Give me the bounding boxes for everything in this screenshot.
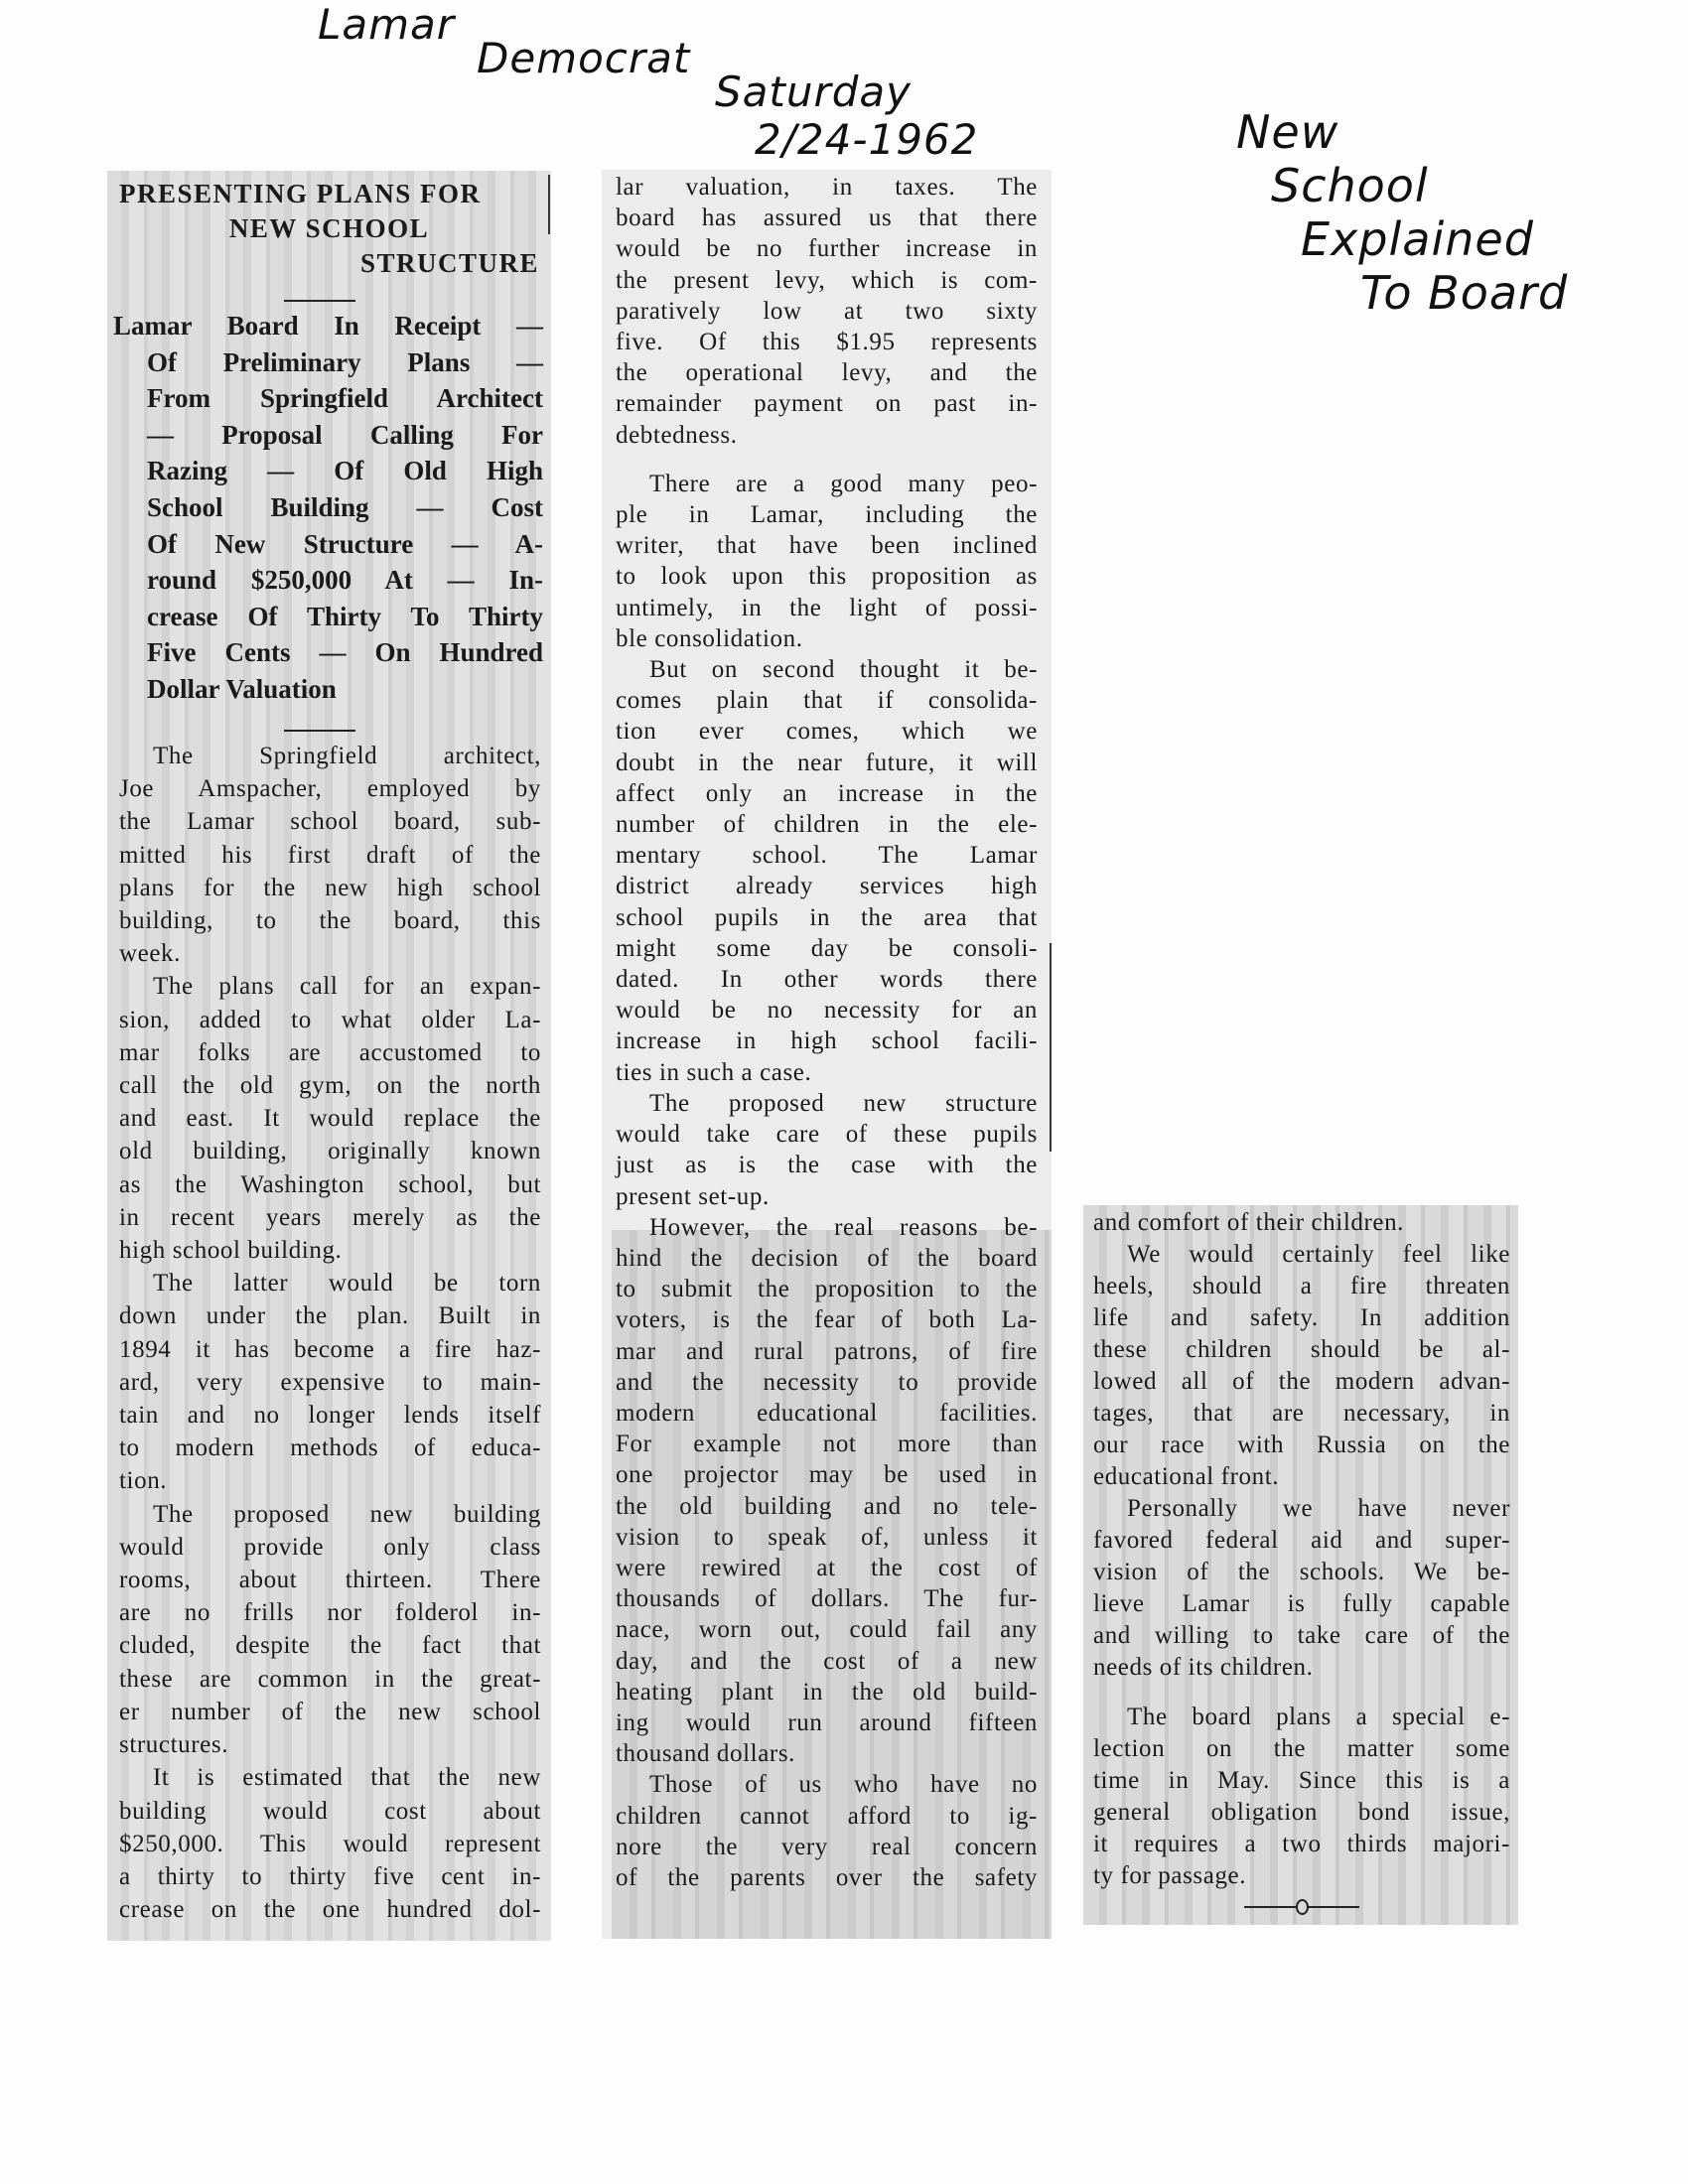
text-line: these are common in the great- [119,1665,541,1693]
text-line: untimely, in the light of possi- [616,594,1038,621]
text-line: tion. [119,1467,168,1495]
article-paragraph [1093,1239,1510,1493]
text-line: and the necessity to provide [616,1368,1038,1396]
text-line: the operational levy, and the [616,359,1038,387]
headline-line: NEW SCHOOL [228,213,430,243]
text-line: would take care of these pupils [616,1121,1038,1149]
text-line: the old building and no tele- [616,1492,1038,1520]
text-line: We would certainly feel like [1127,1241,1510,1268]
text-line: vision to speak of, unless it [616,1523,1038,1551]
text-line: time in May. Since this is a [1093,1767,1510,1794]
text-line: The proposed new building [153,1500,541,1528]
handwritten-topic-note-line: To Board [1360,266,1569,320]
text-line: number of children in the ele- [616,811,1038,839]
text-line: might some day be consoli- [616,934,1038,962]
text-line: $250,000. This would represent [119,1830,541,1857]
text-line: The Springfield architect, [153,743,541,769]
text-line: would be no further increase in [616,235,1038,263]
column-rule [548,175,550,234]
text-line: remainder payment on past in- [616,390,1038,418]
text-line: rooms, about thirteen. There [119,1567,541,1594]
text-line: school pupils in the area that [616,903,1038,931]
subheadline-deck [113,308,543,708]
text-line: doubt in the near future, it will [616,749,1038,776]
text-line: are no frills nor folderol in- [119,1599,541,1627]
handwritten-source-note-line: Lamar [318,0,456,49]
text-line: thousand dollars. [616,1740,796,1768]
column-rule [1050,943,1052,1152]
text-line: But on second thought it be- [649,656,1038,684]
text-line: and east. It would replace the [119,1105,541,1133]
text-line: our race with Russia on the [1093,1432,1510,1458]
article-paragraph [119,1761,541,1926]
text-line: it requires a two thirds majori- [1093,1831,1510,1857]
end-of-article-ornament [1093,1896,1510,1918]
article-paragraph [1093,1702,1510,1892]
text-line: The board plans a special e- [1127,1704,1510,1730]
subheadline-line: Dollar Valuation [147,673,337,704]
article-paragraph [1093,1207,1510,1239]
subheadline-line: School Building — Cost [147,491,543,522]
text-line: to look upon this proposition as [616,563,1038,591]
subheadline-line: Of Preliminary Plans — [147,346,543,377]
text-line: lieve Lamar is fully capable [1093,1590,1510,1617]
text-line: There are a good many peo- [649,470,1038,497]
text-line: thousands of dollars. The fur- [616,1585,1038,1613]
text-line: and willing to take care of the [1093,1622,1510,1649]
text-line: ties in such a case. [616,1058,812,1086]
text-line: mar folks are accustomed to [119,1038,541,1066]
article-paragraph [616,172,1038,451]
text-line: For example not more than [616,1431,1038,1458]
text-line: mentary school. The Lamar [616,842,1038,870]
text-line: lection on the matter some [1093,1735,1510,1762]
headline [107,177,551,281]
text-line: high school building. [119,1237,343,1265]
text-line: The plans call for an expan- [153,973,541,1001]
text-line: favored federal aid and super- [1093,1527,1510,1554]
text-line: in recent years merely as the [119,1203,541,1231]
text-line: lar valuation, in taxes. The [616,174,1038,201]
article-paragraph [1093,1493,1510,1684]
text-line: It is estimated that the new [153,1764,541,1792]
text-line: five. Of this $1.95 represents [616,329,1038,356]
handwritten-topic-note-line: School [1271,159,1429,212]
handwritten-source-note-line: Democrat [477,34,691,82]
text-line: er number of the new school [119,1698,541,1725]
text-line: affect only an increase in the [616,779,1038,807]
text-line: ing would run around fifteen [616,1708,1038,1736]
text-line: Personally we have never [1127,1495,1510,1522]
text-line: week. [119,940,181,968]
text-line: children cannot afford to ig- [616,1802,1038,1830]
text-line: The proposed new structure [649,1089,1038,1117]
text-line: board has assured us that there [616,205,1038,232]
text-line: mar and rural patrons, of fire [616,1337,1038,1365]
article-paragraph [119,970,541,1267]
article-paragraph [616,1769,1038,1893]
text-line: However, the real reasons be- [649,1213,1038,1241]
text-line: nore the very real concern [616,1833,1038,1860]
text-line: one projector may be used in [616,1461,1038,1489]
text-line: mitted his first draft of the [119,841,541,869]
text-line: writer, that have been inclined [616,532,1038,560]
handwritten-topic-note-line: New [1236,105,1339,159]
subheadline-line: — Proposal Calling For [147,419,543,450]
subheadline-line: Of New Structure — A- [147,528,543,559]
text-line: these children should be al- [1093,1336,1510,1363]
article-body-column-3 [1093,1207,1510,1918]
text-line: dated. In other words there [616,966,1038,994]
text-line: district already services high [616,873,1038,900]
subheadline-line: From Springfield Architect [147,383,543,414]
text-line: tages, that are necessary, in [1093,1400,1510,1427]
clipping-column-3 [1083,1205,1518,1925]
text-line: building, to the board, this [119,907,541,935]
text-line: a thirty to thirty five cent in- [119,1862,541,1890]
divider-rule [284,730,355,732]
article-paragraph [616,1088,1038,1212]
text-line: to modern methods of educa- [119,1434,541,1462]
text-line: paratively low at two sixty [616,297,1038,325]
text-line: to submit the proposition to the [616,1276,1038,1303]
subheadline-line: crease Of Thirty To Thirty [147,601,543,631]
text-line: as the Washington school, but [119,1170,541,1198]
handwritten-date-note: 2/24-1962 [755,115,979,164]
subheadline-line: Razing — Of Old High [147,456,543,486]
text-line: hind the decision of the board [616,1244,1038,1272]
text-line: tion ever comes, which we [616,718,1038,746]
subheadline-line: Lamar Board In Receipt — [113,311,543,341]
article-body-column-2 [616,172,1038,1893]
text-line: the present levy, which is com- [616,266,1038,294]
text-line: present set-up. [616,1182,770,1210]
text-line: building would cost about [119,1797,541,1825]
text-line: heels, should a fire threaten [1093,1273,1510,1299]
headline-line: PRESENTING PLANS FOR [119,179,482,208]
article-paragraph [119,740,541,970]
text-line: nace, worn out, could fail any [616,1616,1038,1644]
headline-line: STRUCTURE [359,248,539,278]
text-line: old building, originally known [119,1138,541,1165]
text-line: were rewired at the cost of [616,1554,1038,1581]
text-line: life and safety. In addition [1093,1304,1510,1331]
text-line: of the parents over the safety [616,1863,1038,1891]
text-line: Joe Amspacher, employed by [119,775,541,803]
text-line: Those of us who have no [649,1771,1038,1799]
text-line: sion, added to what older La- [119,1006,541,1033]
text-line: day, and the cost of a new [616,1647,1038,1675]
divider-rule [284,300,355,302]
text-line: ble consolidation. [616,624,803,652]
text-line: heating plant in the old build- [616,1678,1038,1706]
text-line: would provide only class [119,1533,541,1561]
subheadline-line: round $250,000 At — In- [147,565,543,596]
article-paragraph [119,1267,541,1497]
article-paragraph [616,1212,1038,1770]
text-line: crease on the one hundred dol- [119,1896,541,1924]
article-paragraph [616,654,1038,1088]
text-line: ple in Lamar, including the [616,501,1038,529]
text-line: general obligation bond issue, [1093,1799,1510,1826]
text-line: comes plain that if consolida- [616,687,1038,715]
clipping-column-1 [107,171,551,1941]
text-line: would be no necessity for an [616,997,1038,1024]
handwritten-source-note-line: Saturday [715,68,913,116]
text-line: educational front. [1093,1463,1280,1490]
text-line: and comfort of their children. [1093,1209,1405,1236]
text-line: plans for the new high school [119,874,541,901]
text-line: 1894 it has become a fire haz- [119,1335,541,1363]
text-line: just as is the case with the [616,1152,1038,1179]
text-line: increase in high school facili- [616,1027,1038,1055]
text-line: ard, very expensive to main- [119,1368,541,1396]
text-line: modern educational facilities. [616,1399,1038,1427]
subheadline-line: Five Cents — On Hundred [147,637,543,668]
text-line: lowed all of the modern advan- [1093,1368,1510,1395]
text-line: ty for passage. [1093,1862,1247,1889]
text-line: The latter would be torn [153,1270,541,1297]
text-line: tain and no longer lends itself [119,1402,541,1430]
text-line: structures. [119,1731,229,1759]
text-line: needs of its children. [1093,1654,1314,1681]
text-line: cluded, despite the fact that [119,1632,541,1660]
text-line: vision of the schools. We be- [1093,1559,1510,1585]
handwritten-topic-note-line: Explained [1301,212,1534,266]
clipping-column-2 [602,170,1052,1939]
text-line: the Lamar school board, sub- [119,808,541,836]
article-paragraph [616,469,1038,654]
text-line: down under the plan. Built in [119,1302,541,1330]
article-body-column-1 [119,740,541,1926]
text-line: voters, is the fear of both La- [616,1306,1038,1334]
text-line: call the old gym, on the north [119,1072,541,1100]
text-line: debtedness. [616,421,738,449]
article-paragraph [119,1498,541,1762]
